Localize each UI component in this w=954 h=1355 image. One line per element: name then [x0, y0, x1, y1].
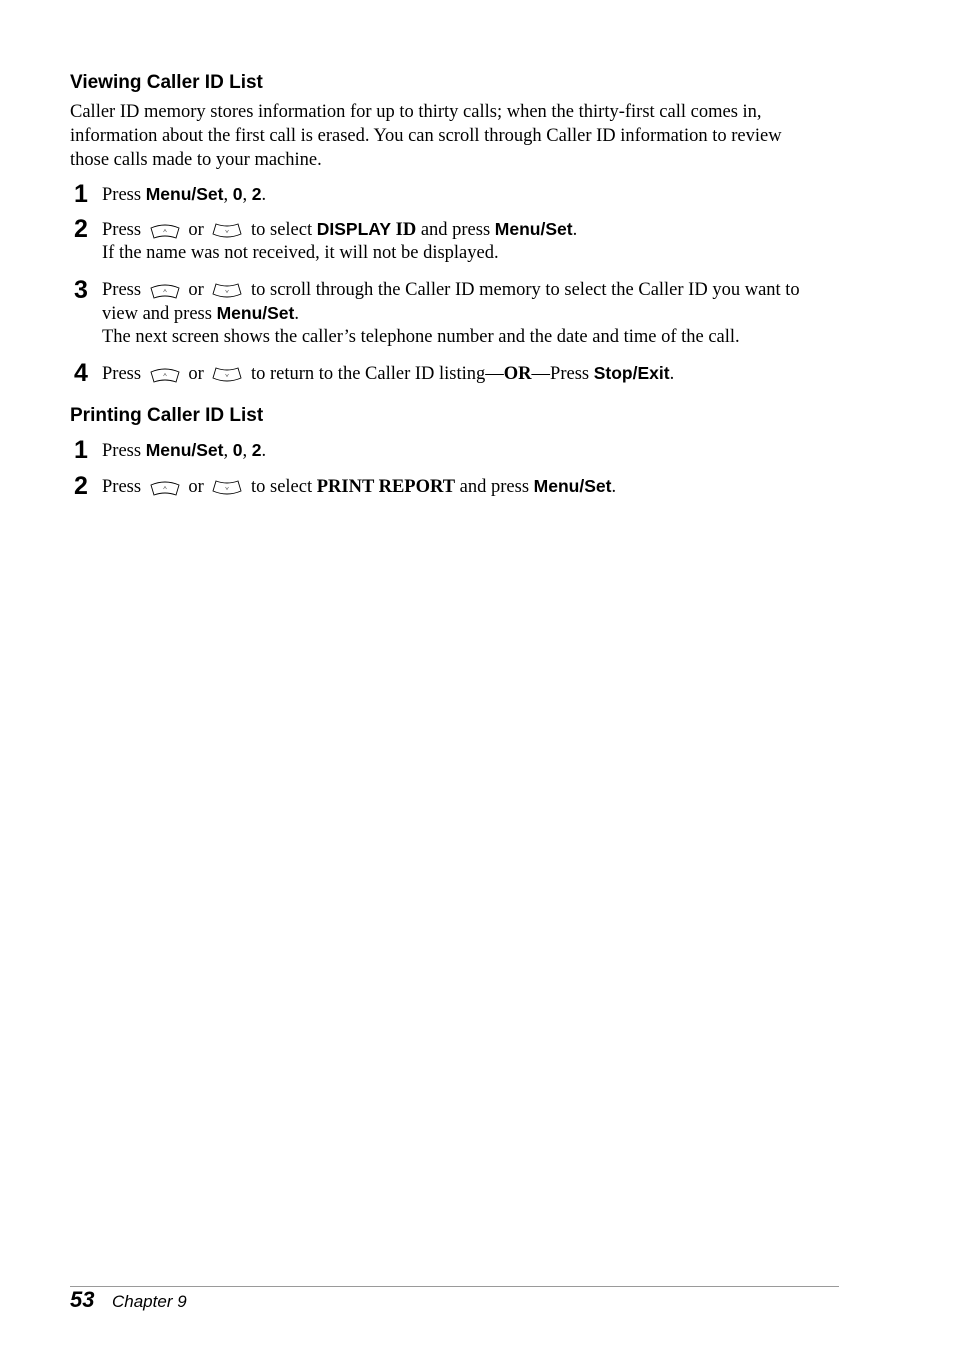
step-number: 1: [74, 436, 88, 464]
up-arrow-key-icon: [149, 281, 181, 301]
key-2-label: 2: [251, 184, 262, 204]
text: to scroll through the Caller ID memory to select the Caller ID you want to: [250, 280, 800, 300]
step-text: [102, 218, 842, 265]
page-number: 53: [70, 1287, 95, 1312]
text: Press: [102, 280, 142, 300]
text: Press: [102, 220, 142, 240]
text: Press: [102, 364, 142, 384]
key-0-label: 0: [232, 440, 243, 460]
down-arrow-key-icon: [211, 478, 243, 498]
key-0-label: 0: [232, 184, 243, 204]
intro-line: Caller ID memory stores information for up to thirty calls; when the thirty-first call comes in,: [70, 102, 762, 122]
down-arrow-key-icon: [211, 221, 243, 241]
text: and press: [420, 220, 491, 240]
step-number: 2: [74, 472, 88, 500]
menu-set-key-label: Menu/Set: [533, 476, 612, 496]
text: or: [188, 280, 204, 300]
text: —Press: [531, 364, 590, 384]
menu-set-key-label: Menu/Set: [216, 303, 295, 323]
text: .: [669, 364, 675, 384]
intro-line: information about the first call is erased. You can scroll through Caller ID information to review: [70, 126, 782, 146]
intro-line: those calls made to your machine.: [70, 150, 322, 170]
up-arrow-key-icon: [149, 478, 181, 498]
text: to select: [250, 220, 313, 240]
intro-paragraph: [70, 100, 840, 172]
chapter-label: Chapter 9: [112, 1292, 187, 1311]
step-text: [102, 362, 842, 386]
section-heading-printing: Printing Caller ID List: [70, 405, 264, 426]
text: ,: [223, 441, 229, 461]
step-number: 1: [74, 180, 88, 208]
text: .: [261, 185, 267, 205]
step-note: If the name was not received, it will not be displayed.: [102, 243, 499, 263]
text: or: [188, 364, 204, 384]
text: or: [188, 220, 204, 240]
key-2-label: 2: [251, 440, 262, 460]
section-heading-viewing: Viewing Caller ID List: [70, 72, 263, 93]
text: ,: [223, 185, 229, 205]
id-label: ID: [395, 220, 417, 240]
text: view and press: [102, 304, 212, 324]
text: ,: [242, 185, 248, 205]
down-arrow-key-icon: [211, 281, 243, 301]
text: .: [572, 220, 578, 240]
stop-exit-key-label: Stop/Exit: [593, 363, 670, 383]
step-text: [102, 439, 842, 463]
print-report-label: PRINT REPORT: [316, 477, 456, 497]
text: Press: [102, 441, 142, 461]
text: and press: [459, 477, 530, 497]
step-note: The next screen shows the caller’s telephone number and the date and time of the call.: [102, 327, 740, 347]
text: .: [294, 304, 299, 324]
step-text: [102, 475, 842, 499]
step-text: [102, 279, 842, 349]
or-label: OR: [503, 364, 532, 384]
menu-set-key-label: Menu/Set: [145, 440, 224, 460]
text: Press: [102, 477, 142, 497]
step-number: 3: [74, 276, 88, 304]
text: or: [188, 477, 204, 497]
menu-set-key-label: Menu/Set: [494, 219, 573, 239]
down-arrow-key-icon: [211, 365, 243, 385]
text: to select: [250, 477, 313, 497]
up-arrow-key-icon: [149, 365, 181, 385]
step-text: [102, 183, 842, 207]
text: .: [611, 477, 617, 497]
up-arrow-key-icon: [149, 221, 181, 241]
text: to return to the Caller ID listing—: [250, 364, 504, 384]
footer-divider: [70, 1286, 839, 1287]
display-label: DISPLAY: [316, 219, 391, 239]
text: ,: [242, 441, 248, 461]
step-number: 4: [74, 359, 88, 387]
text: Press: [102, 185, 142, 205]
text: .: [261, 441, 267, 461]
step-number: 2: [74, 215, 88, 243]
menu-set-key-label: Menu/Set: [145, 184, 224, 204]
